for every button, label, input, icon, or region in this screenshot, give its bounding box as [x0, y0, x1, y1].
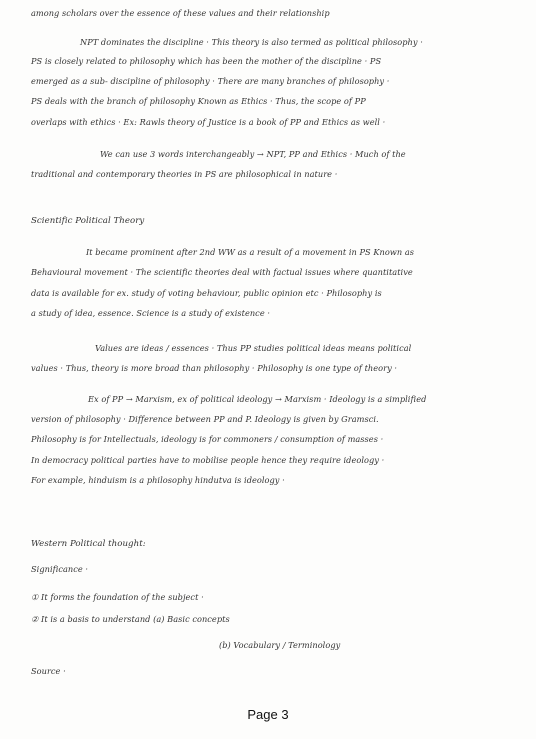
- text-line: PS deals with the branch of philosophy Known as Ethics · Thus, the scope of PP: [31, 96, 366, 106]
- text-line: overlaps with ethics · Ex: Rawls theory of Justice is a book of PP and Ethics as well ·: [31, 117, 386, 127]
- text-line: data is available for ex. study of voting behaviour, public opinion etc · Philosophy is: [31, 288, 382, 298]
- section-heading: Scientific Political Theory: [31, 216, 145, 226]
- text-line: Source ·: [31, 666, 66, 676]
- text-line: emerged as a sub- discipline of philosophy · There are many branches of philosophy ·: [31, 76, 390, 86]
- text-line: In democracy political parties have to mobilise people hence they require ideology ·: [31, 455, 385, 465]
- text-line: Behavioural movement · The scientific theories deal with factual issues where quantitative: [31, 267, 413, 277]
- section-heading: Western Political thought:: [31, 539, 146, 549]
- text-line: It became prominent after 2nd WW as a result of a movement in PS Known as: [86, 247, 415, 257]
- text-line: Significance ·: [31, 564, 89, 574]
- text-line: among scholars over the essence of these values and their relationship: [31, 8, 330, 18]
- text-line: Values are ideas / essences · Thus PP studies political ideas means political: [95, 343, 412, 353]
- text-line: Ex of PP → Marxism, ex of political ideology → Marxism · Ideology is a simplified: [88, 394, 427, 404]
- list-item: ② It is a basis to understand (a) Basic concepts: [31, 614, 230, 624]
- text-line: values · Thus, theory is more broad than philosophy · Philosophy is one type of theory ·: [31, 363, 398, 373]
- text-line: PS is closely related to philosophy which has been the mother of the discipline · PS: [31, 56, 382, 66]
- text-line: We can use 3 words interchangeably → NPT, PP and Ethics · Much of the: [100, 149, 406, 159]
- page-number: Page 3: [247, 707, 289, 722]
- text-line: version of philosophy · Difference between PP and P. Ideology is given by Gramsci.: [31, 414, 379, 424]
- text-line: a study of idea, essence. Science is a study of existence ·: [31, 308, 271, 318]
- text-line: traditional and contemporary theories in PS are philosophical in nature ·: [31, 169, 338, 179]
- text-line: For example, hinduism is a philosophy hindutva is ideology ·: [31, 475, 285, 485]
- text-line: Philosophy is for Intellectuals, ideology is for commoners / consumption of masses ·: [31, 434, 384, 444]
- list-item: (b) Vocabulary / Terminology: [219, 640, 341, 650]
- list-item: ① It forms the foundation of the subject ·: [31, 592, 204, 602]
- text-line: NPT dominates the discipline · This theory is also termed as political philosophy ·: [80, 37, 423, 47]
